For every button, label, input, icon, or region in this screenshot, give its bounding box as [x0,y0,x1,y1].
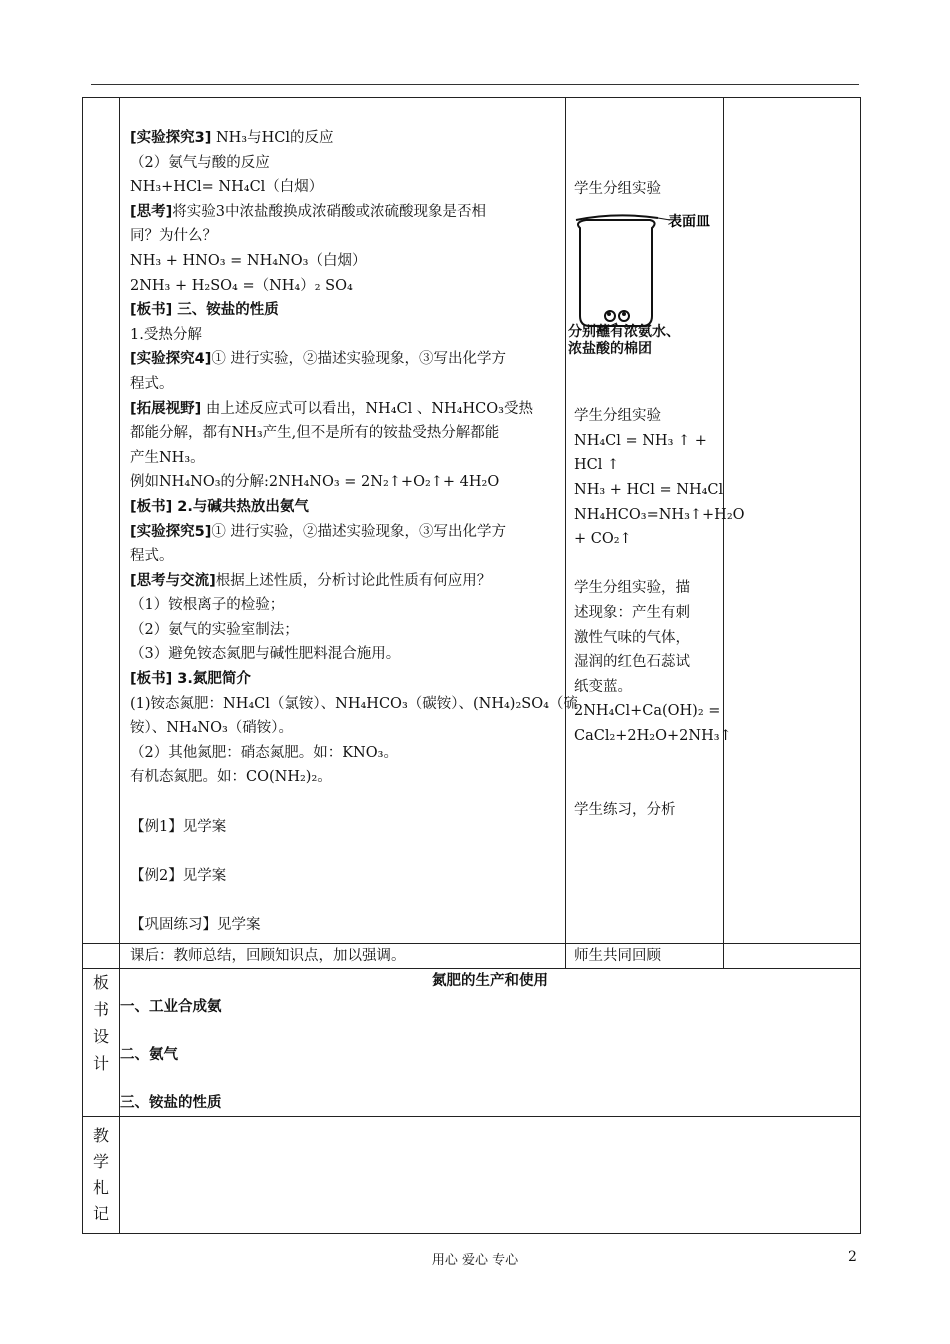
teacher-line [130,544,557,569]
student-line: CaCl₂+2H₂O+2NH₃↑ [574,727,732,744]
teacher-line-text: 都能分解，都有NH₃产生,但不是所有的铵盐受热分解都能 [130,425,500,442]
teacher-line-text: 同？为什么？ [130,228,217,245]
student-line: NH₄HCO₃=NH₃↑+H₂O [574,506,745,523]
teacher-line-text: 根据上述性质，分析讨论此性质有何应用？ [215,572,492,589]
footer-slogan: 用心 爱心 专心 [431,1253,519,1268]
student-line [574,749,719,774]
teacher-line [130,667,557,692]
teacher-line [130,815,557,840]
teacher-line [130,888,557,913]
teacher-line-text: 由上述反应式可以看出，NH₄Cl 、NH₄HCO₃受热 [201,400,533,417]
side-top-label: 学生分组实验 [574,181,661,197]
board-design-header: 板 书 设 计 [83,969,120,1117]
teacher-line [130,765,557,790]
teacher-activity-cell [120,98,578,944]
teacher-line-text: （3）避免铵态氮肥与碱性肥料混合施用。 [130,646,401,663]
teacher-line-bold: [拓展视野] [130,400,202,417]
header-rule [91,84,859,85]
student-line: 述现象：产生有刺 [574,604,690,621]
process-row [83,98,861,944]
teacher-line-bold: [板书] 3.氮肥简介 [130,671,251,688]
board-item-1: 一、工业合成氨 [120,999,222,1015]
student-line: NH₄Cl = NH₃ ↑ + [574,432,707,449]
teacher-line-text: (1)铵态氮肥：NH₄Cl（氯铵）、NH₄HCO₃（碳铵）、(NH₄)₂SO₄（硫 [130,695,578,712]
summary-text: 课后：教师总结，回顾知识点，加以强调。 [120,944,566,969]
teacher-line-text: 铵）、NH₄NO₃（硝铵）。 [130,720,294,737]
student-line: 学生练习，分析 [574,801,676,818]
summary-header-cell [83,944,120,969]
teacher-line [130,839,557,864]
student-line: 学生分组实验，描 [574,580,690,597]
teacher-line-bold: [实验探究4] [130,351,212,368]
teacher-line-text: 【例2】见学案 [130,867,227,884]
teacher-line [130,692,578,717]
diagram-label-bottom-2: 浓盐酸的棉团 [568,341,652,358]
summary-intent-cell [724,944,861,969]
board-item-3: 三、铵盐的性质 [120,1095,222,1111]
teacher-line [130,642,557,667]
summary-row [83,944,861,969]
teacher-line [130,175,557,200]
teacher-line-text: 【巩固练习】见学案 [130,917,261,933]
teacher-activity-text [120,98,578,938]
student-line: 2NH₄Cl+Ca(OH)₂ = [574,703,721,720]
student-line: 激性气味的气体， [574,629,690,646]
teacher-line [130,741,557,766]
teacher-line [130,249,557,274]
student-line: 纸变蓝。 [574,678,632,695]
teacher-line [130,421,557,446]
teacher-line-text: NH₃ + HNO₃ = NH₄NO₃（白烟） [130,252,367,269]
teacher-line-text: ① 进行实验，②描述实验现象，③写出化学方 [211,523,506,540]
teacher-line-bold: [思考与交流] [130,572,216,589]
teacher-line [130,569,557,594]
teacher-line-text: （1）铵根离子的检验； [130,597,285,614]
teacher-line-text: 程式。 [130,548,174,565]
teacher-line [130,790,557,815]
teacher-line [130,618,557,643]
teacher-line [130,274,557,299]
teacher-line-bold: [实验探究5] [130,523,212,540]
teacher-line-bold: [板书] 2.与碱共热放出氨气 [130,498,309,515]
student-line [574,552,719,577]
teacher-line [130,913,557,938]
teacher-line-text: 2NH₃ + H₂SO₄ =（NH₄）₂ SO₄ [130,277,353,294]
teacher-line [130,151,557,176]
teacher-line-text: 程式。 [130,375,174,392]
student-line: + CO₂↑ [574,531,632,548]
teaching-notes-header: 教 学 札 记 [83,1117,120,1234]
teacher-line [130,593,557,618]
teacher-line-text: 【例1】见学案 [130,818,227,835]
teacher-line-text: （2）氨气与酸的反应 [130,154,270,171]
board-item-2: 二、氨气 [120,1047,178,1063]
teacher-line-text: （2）氨气的实验室制法； [130,621,299,638]
student-activity-text [574,404,745,822]
teacher-line [130,298,557,323]
teacher-line [130,347,557,372]
student-line [574,773,719,798]
teacher-line [130,716,557,741]
student-line: 学生分组实验 [574,408,661,425]
teacher-line [130,224,557,249]
board-design-content [120,969,861,1117]
teacher-line [130,397,557,422]
diagram-label-top: 表面皿 [668,213,710,230]
teacher-line-bold: [板书] 三、铵盐的性质 [130,302,279,319]
student-line: 湿润的红色石蕊试 [574,654,690,671]
teacher-line-text: 有机态氮肥。如：CO(NH₂)₂。 [130,769,332,786]
teacher-line-text: 例如NH₄NO₃的分解:2NH₄NO₃ = 2N₂↑+O₂↑+ 4H₂O [130,474,500,491]
page-number: 2 [848,1249,857,1265]
process-header-cell [83,98,120,944]
teacher-line [130,446,557,471]
teacher-line-text: 将实验3中浓盐酸换成浓硝酸或浓硫酸现象是否相 [172,203,486,220]
beaker-diagram [566,208,726,338]
teacher-line [130,864,557,889]
teacher-line [130,323,557,348]
teacher-line [130,200,557,225]
student-activity-cell [566,98,745,944]
teacher-line [130,495,557,520]
teaching-notes-row [83,1117,861,1234]
student-line: NH₃ + HCl = NH₄Cl [574,481,724,498]
diagram-label-bottom-1: 分别蘸有浓氨水、 [568,324,680,341]
teacher-line-bold: [实验探究3] [130,130,212,146]
teacher-line-text: NH₃与HCl的反应 [211,130,334,146]
teacher-line-bold: [思考] [130,203,173,220]
summary-side-text: 师生共同回顾 [566,944,724,969]
board-title: 氮肥的生产和使用 [432,973,548,989]
board-design-row [83,969,861,1117]
teacher-line-text: 产生NH₃。 [130,449,205,466]
teacher-line [130,372,557,397]
teacher-line-text: NH₃+HCl= NH₄Cl（白烟） [130,179,324,196]
teacher-line [130,520,557,545]
teacher-line [130,126,557,151]
teacher-line [130,470,557,495]
lesson-table [82,97,861,1234]
teacher-line-text: 1.受热分解 [130,326,202,343]
teaching-notes-content [120,1117,861,1234]
teacher-line-text: ① 进行实验，②描述实验现象，③写出化学方 [211,351,506,368]
teacher-line-text: （2）其他氮肥：硝态氮肥。如：KNO₃。 [130,744,398,761]
student-line: HCl ↑ [574,457,620,474]
